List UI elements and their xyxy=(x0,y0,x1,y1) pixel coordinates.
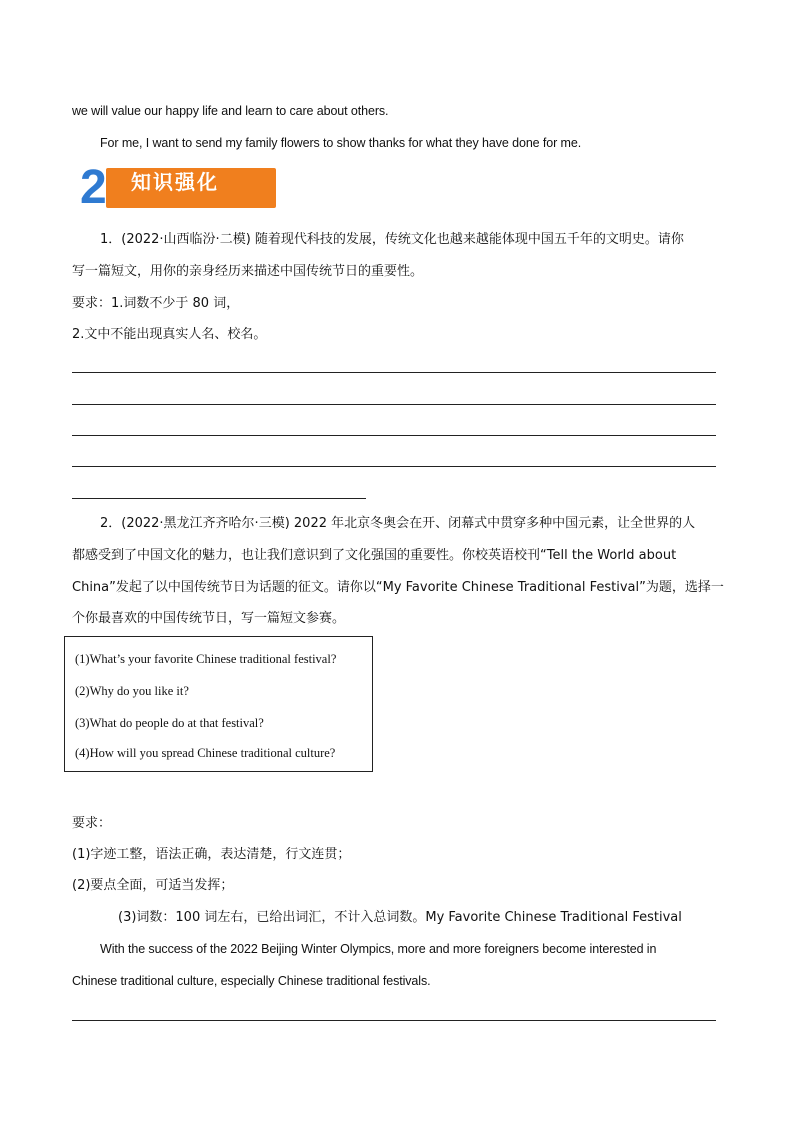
top-text-line-1: we will value our happy life and learn to care about others. xyxy=(72,104,389,118)
q1-line-1: 1．(2022·山西临汾·二模) 随着现代科技的发展，传统文化也越来越能体现中国五千年的文明史。请你 xyxy=(100,232,684,247)
answer-line xyxy=(72,435,716,436)
answer-line xyxy=(72,1020,716,1021)
q2-requirement-1: (1)字迹工整，语法正确，表达清楚，行文连贯； xyxy=(72,847,351,862)
q1-line-2: 写一篇短文，用你的亲身经历来描述中国传统节日的重要性。 xyxy=(72,264,424,279)
answer-line xyxy=(72,372,716,373)
prompt-item: (1)What’s your favorite Chinese traditional festival? xyxy=(75,652,337,666)
essay-start-line-1: With the success of the 2022 Beijing Winter Olympics, more and more foreigners become interested in xyxy=(100,942,657,956)
q2-requirement-title: 要求： xyxy=(72,816,112,831)
section-title: 知识强化 xyxy=(131,170,219,194)
section-badge xyxy=(80,162,280,214)
prompt-item: (4)How will you spread Chinese traditional culture? xyxy=(75,746,336,760)
q2-requirement-2: (2)要点全面，可适当发挥； xyxy=(72,878,234,893)
answer-line xyxy=(72,404,716,405)
q1-requirement-2: 2.文中不能出现真实人名、校名。 xyxy=(72,327,267,342)
section-number: 2 xyxy=(80,161,107,214)
prompt-item: (2)Why do you like it? xyxy=(75,684,189,698)
answer-line xyxy=(72,466,716,467)
q2-line-4: 个你最喜欢的中国传统节日，写一篇短文参赛。 xyxy=(72,611,346,626)
top-text-line-2: For me, I want to send my family flowers to show thanks for what they have done for me. xyxy=(100,136,582,150)
q2-line-2: 都感受到了中国文化的魅力，也让我们意识到了文化强国的重要性。你校英语校刊“Tell the World about xyxy=(72,548,677,563)
essay-start-line-2: Chinese traditional culture, especially Chinese traditional festivals. xyxy=(72,974,431,988)
q2-requirement-3: (3)词数：100 词左右，已给出词汇，不计入总词数。My Favorite Chinese Traditional Festival xyxy=(118,910,682,925)
prompt-box xyxy=(64,636,373,772)
q2-line-3: China”发起了以中国传统节日为话题的征文。请你以“My Favorite Chinese Traditional Festival”为题，选择一 xyxy=(72,580,724,595)
q2-line-1: 2．(2022·黑龙江齐齐哈尔·三模) 2022 年北京冬奥会在开、闭幕式中贯穿多种中国元素，让全世界的人 xyxy=(100,516,696,531)
prompt-item: (3)What do people do at that festival? xyxy=(75,716,264,730)
answer-line xyxy=(72,498,366,499)
q1-requirement-1: 要求：1.词数不少于 80 词， xyxy=(72,296,240,311)
